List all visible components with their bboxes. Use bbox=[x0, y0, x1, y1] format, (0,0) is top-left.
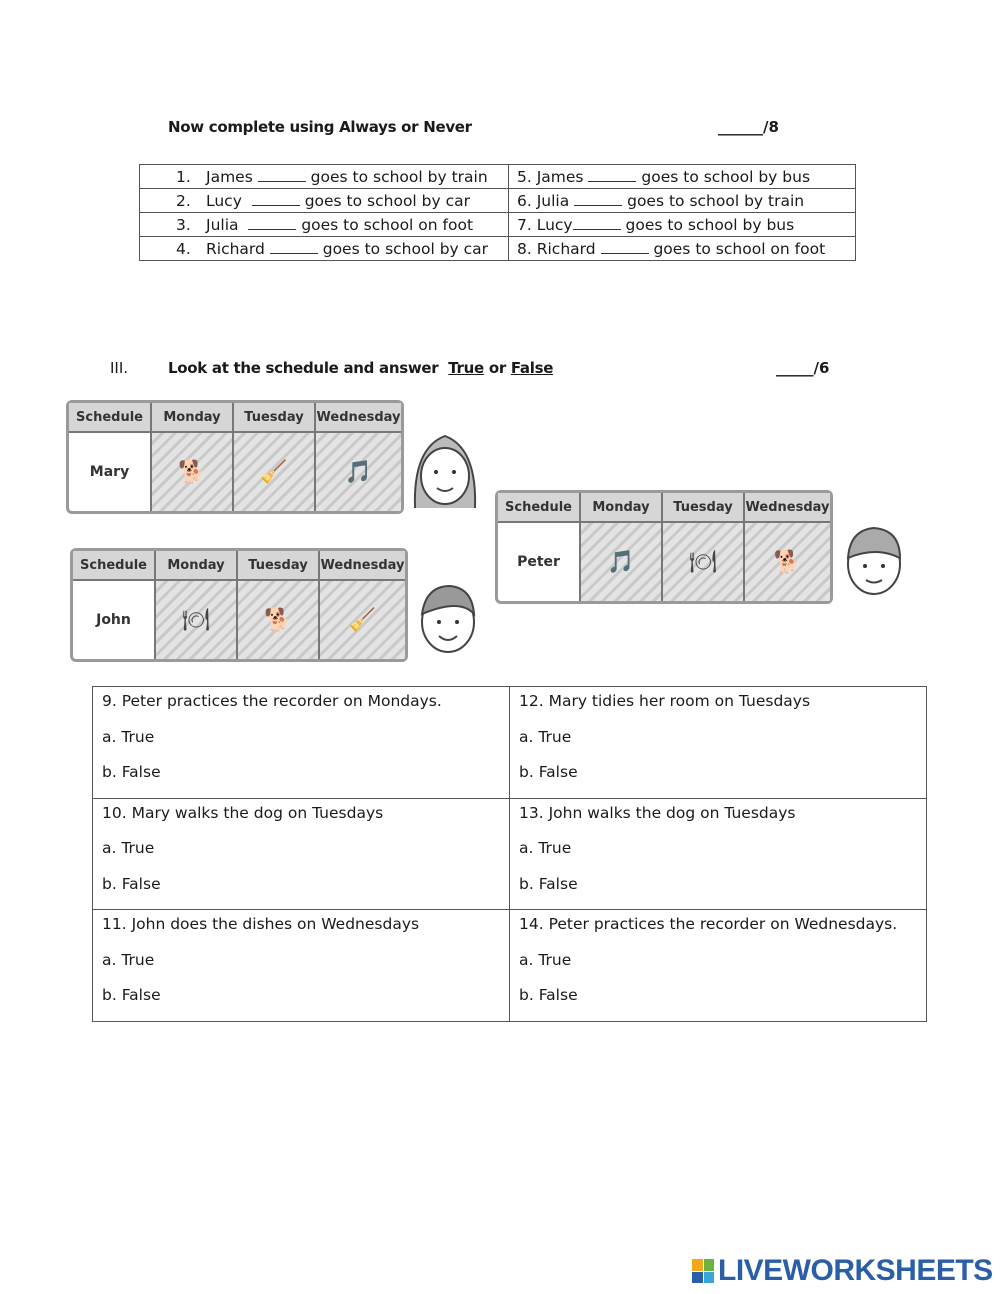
answer-blank[interactable] bbox=[270, 241, 318, 254]
option-b[interactable]: b. False bbox=[519, 763, 578, 781]
section-score: ______/8 bbox=[718, 118, 779, 136]
question-9 bbox=[93, 687, 510, 799]
dishes-picture: 🍽 bbox=[156, 581, 238, 659]
logo-text: LIVEWORKSHEETS bbox=[718, 1254, 993, 1287]
table-row bbox=[93, 687, 927, 799]
answer-blank[interactable] bbox=[574, 193, 622, 206]
schedule-header: Schedule bbox=[69, 403, 152, 433]
item-6: 6. Julia goes to school by train bbox=[509, 189, 856, 213]
question-text: 10. Mary walks the dog on Tuesdays bbox=[102, 803, 384, 822]
wednesday-header: Wednesday bbox=[320, 551, 405, 581]
answer-blank[interactable] bbox=[573, 217, 621, 230]
option-a[interactable]: a. True bbox=[102, 839, 155, 857]
tuesday-header: Tuesday bbox=[663, 493, 745, 523]
schedule-card-mary bbox=[66, 400, 404, 514]
option-b[interactable]: b. False bbox=[519, 986, 578, 1004]
wednesday-header: Wednesday bbox=[316, 403, 401, 433]
question-text: 11. John does the dishes on Wednesdays bbox=[102, 915, 420, 933]
tidy-room-picture: 🧹 bbox=[234, 433, 316, 511]
section-score: _____/6 bbox=[776, 359, 830, 377]
tuesday-header: Tuesday bbox=[234, 403, 316, 433]
question-14 bbox=[510, 910, 927, 1022]
table-row bbox=[140, 189, 856, 213]
walk-dog-picture: 🐕 bbox=[238, 581, 320, 659]
table-row bbox=[93, 910, 927, 1022]
option-a[interactable]: a. True bbox=[519, 839, 572, 857]
fill-in-table bbox=[139, 164, 856, 261]
question-11 bbox=[93, 910, 510, 1022]
option-a[interactable]: a. True bbox=[102, 727, 155, 746]
schedule-card-peter bbox=[495, 490, 833, 604]
option-a[interactable]: a. True bbox=[519, 727, 572, 746]
question-13 bbox=[510, 798, 927, 910]
schedule-name: Peter bbox=[498, 523, 581, 601]
question-text: 13. John walks the dog on Tuesdays bbox=[519, 803, 796, 822]
section-title-true-false: Look at the schedule and answer True or False bbox=[168, 359, 554, 377]
table-row bbox=[93, 798, 927, 910]
item-4: 4. Richard goes to school by car bbox=[140, 237, 509, 261]
option-b[interactable]: b. False bbox=[102, 986, 161, 1004]
boy-face-icon bbox=[410, 576, 486, 660]
answer-blank[interactable] bbox=[252, 193, 300, 206]
monday-header: Monday bbox=[156, 551, 238, 581]
item-7: 7. Lucy goes to school by bus bbox=[509, 213, 856, 237]
question-text: 9. Peter practices the recorder on Mondays. bbox=[102, 692, 442, 710]
true-false-questions-table bbox=[92, 686, 927, 1022]
walk-dog-picture: 🐕 bbox=[152, 433, 234, 511]
option-b[interactable]: b. False bbox=[519, 874, 578, 893]
section-number: III. bbox=[110, 359, 129, 377]
table-row bbox=[140, 165, 856, 189]
section-title-always-never: Now complete using Always or Never bbox=[168, 118, 472, 136]
question-10 bbox=[93, 798, 510, 910]
recorder-picture: 🎵 bbox=[581, 523, 663, 601]
answer-blank[interactable] bbox=[588, 169, 636, 182]
option-a[interactable]: a. True bbox=[102, 950, 155, 969]
schedule-card-john bbox=[70, 548, 408, 662]
dishes-picture: 🍽 bbox=[663, 523, 745, 601]
schedule-name: Mary bbox=[69, 433, 152, 511]
option-b[interactable]: b. False bbox=[102, 874, 161, 893]
boy-face-icon bbox=[836, 518, 912, 602]
monday-header: Monday bbox=[152, 403, 234, 433]
question-text: 12. Mary tidies her room on Tuesdays bbox=[519, 692, 811, 710]
answer-blank[interactable] bbox=[248, 217, 296, 230]
item-2: 2. Lucy goes to school by car bbox=[140, 189, 509, 213]
item-5: 5. James goes to school by bus bbox=[509, 165, 856, 189]
liveworksheets-logo bbox=[692, 1254, 993, 1288]
recorder-picture: 🎵 bbox=[316, 433, 401, 511]
answer-blank[interactable] bbox=[601, 241, 649, 254]
tidy-room-picture: 🧹 bbox=[320, 581, 405, 659]
wednesday-header: Wednesday bbox=[745, 493, 830, 523]
schedule-name: John bbox=[73, 581, 156, 659]
table-row bbox=[140, 213, 856, 237]
item-1: 1. James goes to school by train bbox=[140, 165, 509, 189]
schedule-header: Schedule bbox=[73, 551, 156, 581]
answer-blank[interactable] bbox=[258, 169, 306, 182]
walk-dog-picture: 🐕 bbox=[745, 523, 830, 601]
monday-header: Monday bbox=[581, 493, 663, 523]
girl-face-icon bbox=[405, 428, 485, 512]
question-text: 14. Peter practices the recorder on Wednesdays. bbox=[519, 915, 898, 933]
item-8: 8. Richard goes to school on foot bbox=[509, 237, 856, 261]
item-3: 3. Julia goes to school on foot bbox=[140, 213, 509, 237]
logo-mark-icon bbox=[692, 1259, 714, 1283]
option-a[interactable]: a. True bbox=[519, 950, 572, 969]
schedule-header: Schedule bbox=[498, 493, 581, 523]
table-row bbox=[140, 237, 856, 261]
question-12 bbox=[510, 687, 927, 799]
tuesday-header: Tuesday bbox=[238, 551, 320, 581]
option-b[interactable]: b. False bbox=[102, 763, 161, 781]
